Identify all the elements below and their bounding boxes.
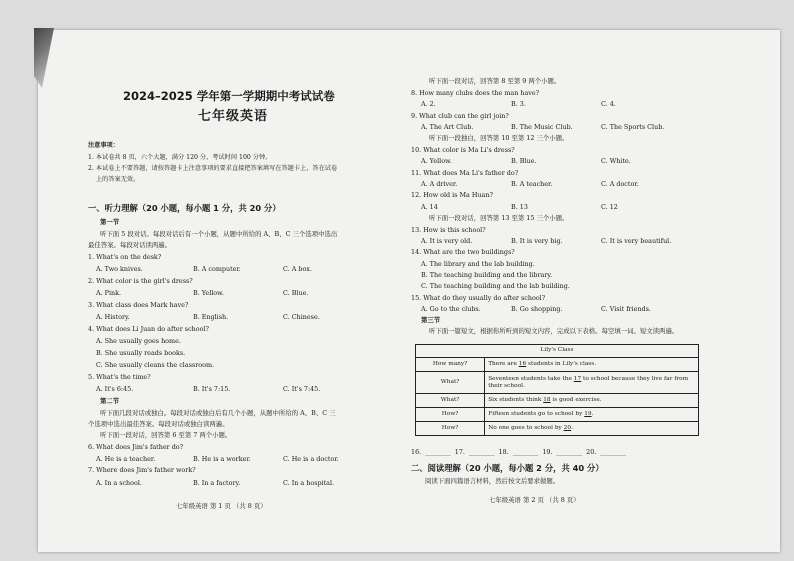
part-2-instruction-cont: 个选项中选出最佳答案。每段对话或独白读两遍。: [88, 420, 229, 428]
option-11c: C. A doctor.: [601, 180, 639, 188]
option-14b: B. The teaching building and the library.: [421, 271, 553, 279]
part-2-instruction-sub: 听下面一段对话，回答第 6 至第 7 两个小题。: [100, 431, 232, 439]
row-label: What?: [416, 394, 485, 408]
row-text: No one goes to school by 20.: [485, 422, 699, 436]
option-7b: B. In a factory.: [193, 479, 241, 487]
option-3b: B. English.: [193, 313, 229, 321]
table-row: [416, 422, 699, 436]
option-9a: A. The Art Club.: [421, 123, 474, 131]
blank-20[interactable]: 20: [563, 425, 572, 432]
option-8a: A. 2.: [421, 100, 436, 108]
table-row: [416, 408, 699, 422]
option-1c: C. A box.: [283, 265, 312, 273]
part-1-instruction-cont: 最佳答案。每段对话读两遍。: [88, 241, 172, 249]
question-8: 8. How many clubs does the man have?: [411, 89, 540, 97]
row-label: How many?: [416, 358, 485, 372]
instruction-8-9: 听下面一段对话，回答第 8 至第 9 两个小题。: [429, 77, 561, 85]
blank-18[interactable]: 18: [543, 397, 551, 404]
option-5a: A. It's 6:45.: [96, 385, 134, 393]
page-2-footer: 七年级英语 第 2 页 （共 8 页）: [489, 496, 580, 504]
blank-19[interactable]: 19: [584, 411, 592, 418]
question-14: 14. What are the two buildings?: [411, 248, 515, 256]
option-6b: B. He is a worker.: [193, 455, 251, 463]
question-5: 5. What's the time?: [88, 373, 151, 381]
option-3a: A. History.: [96, 313, 130, 321]
question-2: 2. What color is the girl's dress?: [88, 277, 193, 285]
notice-heading: 注意事项：: [88, 142, 119, 149]
option-1a: A. Two knives.: [96, 265, 143, 273]
option-14a: A. The library and the lab building.: [421, 260, 535, 268]
option-2a: A. Pink.: [96, 289, 122, 297]
option-9c: C. The Sports Club.: [601, 123, 665, 131]
option-4c: C. She usually cleans the classroom.: [96, 361, 215, 369]
blank-17[interactable]: 17: [573, 375, 582, 382]
question-9: 9. What club can the girl join?: [411, 112, 509, 120]
option-10c: C. White.: [601, 157, 631, 165]
table-caption: Lily's Class: [416, 345, 699, 358]
table-row: [416, 358, 699, 372]
row-label: How?: [416, 422, 485, 436]
option-15b: B. Go shopping.: [511, 305, 563, 313]
option-11a: A. A driver.: [421, 180, 458, 188]
page-1-footer: 七年级英语 第 1 页 （共 8 页）: [176, 502, 267, 510]
question-10: 10. What color is Ma Li's dress?: [411, 146, 515, 154]
question-4: 4. What does Li Juan do after school?: [88, 325, 209, 333]
lilys-class-table: [415, 344, 699, 436]
notice-2: 2. 本试卷上不要答题，请按答题卡上注意事项的要求直接把答案填写在答题卡上，答在试卷: [88, 165, 338, 172]
option-4a: A. She usually goes home.: [96, 337, 181, 345]
option-12c: C. 12: [601, 203, 618, 211]
row-text: Six students think 18 is good exercise.: [485, 394, 699, 408]
option-7a: A. In a school.: [96, 479, 142, 487]
notice-1: 1. 本试卷共 8 页，六个大题，满分 120 分，考试时间 100 分钟。: [88, 154, 272, 161]
option-6c: C. He is a doctor.: [283, 455, 339, 463]
question-13: 13. How is this school?: [411, 226, 486, 234]
row-text: Seventeen students take the 17 to school because they live far from their school.: [485, 372, 699, 394]
option-5b: B. It's 7:15.: [193, 385, 231, 393]
exam-subject: 七年级英语: [198, 109, 269, 124]
option-4b: B. She usually reads books.: [96, 349, 186, 357]
option-13a: A. It is very old.: [421, 237, 473, 245]
option-3c: C. Chinese.: [283, 313, 320, 321]
row-text: Fifteen students go to school by 19.: [485, 408, 699, 422]
instruction-10-12: 听下面一段独白，回答第 10 至第 12 三个小题。: [429, 134, 569, 142]
option-8b: B. 3.: [511, 100, 526, 108]
option-10b: B. Blue.: [511, 157, 537, 165]
option-12a: A. 14: [421, 203, 438, 211]
row-label: How?: [416, 408, 485, 422]
option-2c: C. Blue.: [283, 289, 309, 297]
blank-16[interactable]: 16: [518, 361, 527, 368]
option-8c: C. 4.: [601, 100, 616, 108]
row-label: What?: [416, 372, 485, 394]
table-row: [416, 372, 699, 394]
question-11: 11. What does Ma Li's father do?: [411, 169, 519, 177]
question-12: 12. How old is Ma Huan?: [411, 191, 493, 199]
option-2b: B. Yellow.: [193, 289, 224, 297]
answer-blanks[interactable]: 16. ________ 17. ________ 18. ________ 19. ________ 20. ________: [411, 448, 626, 456]
option-1b: B. A computer.: [193, 265, 241, 273]
row-text: There are 16 students in Lily's class.: [485, 358, 699, 372]
option-9b: B. The Music Club.: [511, 123, 573, 131]
section-1-heading: 一、听力理解（20 小题，每小题 1 分，共 20 分）: [88, 203, 281, 213]
option-11b: B. A teacher.: [511, 180, 553, 188]
part-2-instruction: 听下面几段对话或独白。每段对话或独白后有几个小题，从题中所给的 A、B、C 三: [100, 409, 336, 417]
option-15c: C. Visit friends.: [601, 305, 651, 313]
option-12b: B. 13: [511, 203, 528, 211]
option-13b: B. It is very big.: [511, 237, 563, 245]
section-2-instruction: 阅读下面四篇语言材料，然后按文后要求做题。: [425, 477, 560, 485]
question-15: 15. What do they usually do after school?: [411, 294, 546, 302]
notice-2-cont: 上的答案无效。: [96, 176, 140, 183]
option-10a: A. Yellow.: [421, 157, 452, 165]
exam-title: 2024–2025 学年第一学期期中考试试卷: [123, 89, 335, 103]
table-caption-row: [416, 345, 699, 358]
option-5c: C. It's 7:45.: [283, 385, 321, 393]
part-1-heading: 第一节: [100, 218, 120, 226]
option-6a: A. He is a teacher.: [96, 455, 156, 463]
part-1-instruction: 听下面 5 段对话。每段对话后有一个小题，从题中所给的 A、B、C 三个选项中选出: [100, 230, 338, 238]
option-7c: C. In a hospital.: [283, 479, 335, 487]
section-2-heading: 二、阅读理解（20 小题，每小题 2 分，共 40 分）: [411, 463, 604, 473]
part-3-instruction: 听下面一篇短文，根据你所听到的短文内容，完成以下表格。每空填一词。短文读两遍。: [429, 327, 679, 335]
question-3: 3. What class does Mark have?: [88, 301, 189, 309]
instruction-13-15: 听下面一段对话，回答第 13 至第 15 三个小题。: [429, 214, 569, 222]
question-1: 1. What's on the desk?: [88, 253, 162, 261]
question-7: 7. Where does Jim's father work?: [88, 466, 196, 474]
part-2-heading: 第二节: [100, 397, 120, 405]
part-3-heading: 第三节: [421, 316, 441, 324]
option-14c: C. The teaching building and the lab building.: [421, 282, 570, 290]
option-15a: A. Go to the clubs.: [421, 305, 481, 313]
option-13c: C. It is very beautiful.: [601, 237, 672, 245]
question-6: 6. What does Jim's father do?: [88, 443, 184, 451]
table-row: [416, 394, 699, 408]
